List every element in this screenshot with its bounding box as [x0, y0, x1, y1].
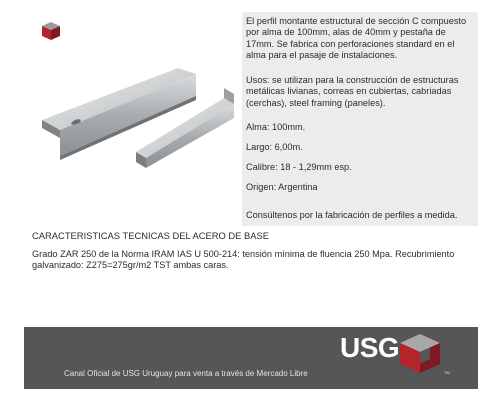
description-intro: El perfil montante estructural de sección C compuesto por alma de 100mm, alas de 40mm y pestaña de 17mm. Se fabrica con perforaciones standard en el alma para el pasaje de instalaciones.	[246, 16, 467, 61]
description-largo: Largo: 6,00m.	[246, 142, 303, 152]
product-description-panel	[242, 12, 478, 226]
trademark-mark: TM	[444, 370, 450, 375]
product-photo	[28, 60, 238, 168]
description-alma: Alma: 100mm.	[246, 122, 306, 132]
description-origen: Origen: Argentina	[246, 182, 318, 192]
specs-title: CARACTERISTICAS TECNICAS DEL ACERO DE BASE	[32, 230, 270, 241]
description-calibre: Calibre: 18 - 1,29mm esp.	[246, 162, 352, 172]
usg-cube-logo-icon	[40, 20, 62, 42]
description-usos: Usos: se utilizan para la construcción de estructuras metálicas livianas, correas en cubiertas, cabriadas (cerchas), steel framing (paneles).	[246, 75, 459, 108]
specs-body: Grado ZAR 250 de la Norma IRAM IAS U 500-214: tensión mínima de fluencia 250 Mpa. Recubrimiento galvanizado: Z275=275gr/m2 TST ambas caras.	[32, 249, 455, 271]
description-contacto: Consúltenos por la fabricación de perfiles a medida.	[246, 210, 458, 220]
usg-cube-logo-icon	[398, 331, 442, 375]
footer-channel-text: Canal Oficial de USG Uruguay para venta a través de Mercado Libre	[64, 369, 308, 378]
usg-wordmark: USG	[340, 332, 400, 363]
